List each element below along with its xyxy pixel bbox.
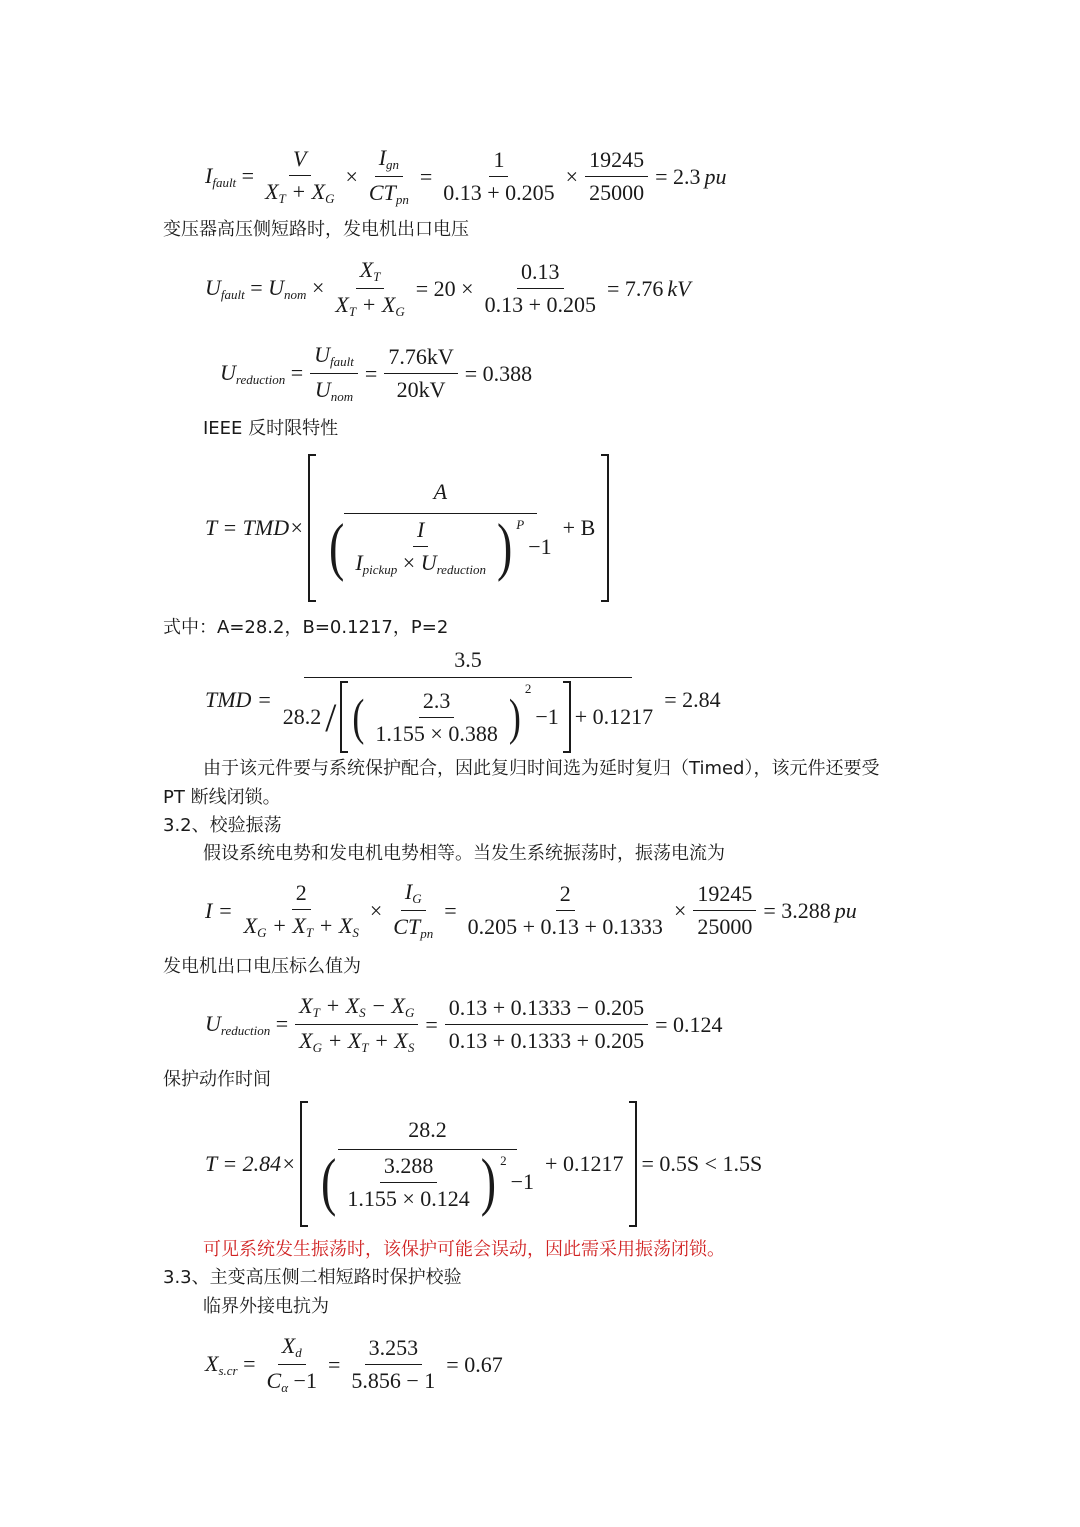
fraction: 28.2 ( $\frac{3.288}{1.155 \times 0.124}$ ) $^2$ −1 xyxy=(321,1116,535,1217)
paragraph: 由于该元件要与系统保护配合，因此复归时间选为延时复归（Timed），该元件还要受 xyxy=(203,758,880,779)
fraction: $\frac{U_{fault}}{U_{nom}}$ xyxy=(310,342,358,405)
fraction: $\frac{X_T}{X_T + X_G}$ xyxy=(335,257,405,319)
highlight-paragraph: 可见系统发生振荡时，该保护可能会误动，因此需采用振荡闭锁。 xyxy=(203,1239,725,1260)
eq-subscript: fault xyxy=(212,174,237,190)
fraction: $\frac{I_G}{CT_{pn}}$ xyxy=(393,879,434,941)
equation-tmd: TMD = 3.5 28.2 / ( $\frac{2.3}{1.155 \times 0.388}$ ) $^2$ −1 + 0.1217 = 2.84 xyxy=(205,647,721,753)
fraction: $\frac{I_{gn}}{CT_{pn}}$ xyxy=(368,145,409,207)
fraction: $\frac{1}{0.13 + 0.205}$ xyxy=(443,147,555,205)
paragraph: 式中：A=28.2，B=0.1217，P=2 xyxy=(163,617,449,638)
equation-critical-reactance: $X_{s.cr}$ = $\frac{X_d}{C_\alpha -1}$ = $\frac{3.253}{5.856 - 1}$ = 0.67 xyxy=(205,1333,503,1395)
fraction: $\frac{3.253}{5.856 - 1}$ xyxy=(351,1335,436,1393)
paragraph: 假设系统电势和发电机电势相等。当发生系统振荡时，振荡电流为 xyxy=(203,843,725,864)
equation-fault-voltage: $U_{fault} = U_{nom}$ × $\frac{X_T}{X_T + X_G}$ = 20 × $\frac{0.13}{0.13 + 0.205}$ = 7.76 kV xyxy=(205,257,691,319)
fraction: $\frac{2}{X_G + X_T + X_S}$ xyxy=(243,880,359,940)
equation-swing-voltage: $U_{reduction}$ = $\frac{X_T + X_S - X_G}{X_G + X_T + X_S}$ = $\frac{0.13 + 0.1333 - 0.205}{0.13 + 0.1333 + 0.205}$ = 0.124 xyxy=(205,993,723,1055)
fraction: $\frac{2}{0.205 + 0.13 + 0.1333}$ xyxy=(467,881,663,939)
eq-result: = 3.288 xyxy=(763,897,831,923)
fraction: $\frac{19245}{25000}$ xyxy=(585,147,648,206)
equation-ieee-inverse: T = TMD× A ( $\frac{I}{I_{pickup} \times U_{reduction}}$ ) $^P$ −1 + B xyxy=(205,453,609,603)
eq-result: = 0.388 xyxy=(464,360,533,386)
fraction: $\frac{X_d}{C_\alpha -1}$ xyxy=(266,1333,317,1395)
eq-result: = 0.5S < 1.5S xyxy=(641,1151,763,1176)
fraction: $\frac{19245}{25000}$ xyxy=(693,881,756,940)
fraction: $\frac{7.76kV}{20kV}$ xyxy=(384,344,457,403)
equation-swing-current: I = $\frac{2}{X_G + X_T + X_S}$ × $\frac{I_G}{CT_{pn}}$ = $\frac{2}{0.205 + 0.13 + 0.1333}$ × $\frac{19245}{25000}$ = 3.288 pu xyxy=(205,879,857,941)
paragraph: PT 断线闭锁。 xyxy=(163,787,281,808)
fraction: 3.5 28.2 / ( $\frac{2.3}{1.155 \times 0.388}$ ) $^2$ −1 + 0.1217 xyxy=(279,647,657,753)
eq-result: = 0.124 xyxy=(655,1011,723,1037)
fraction: A ( $\frac{I}{I_{pickup} \times U_{reduction}}$ ) $^P$ −1 xyxy=(328,478,552,582)
eq-result: = 2.84 xyxy=(664,687,721,712)
paragraph: IEEE 反时限特性 xyxy=(203,418,339,439)
paragraph: 保护动作时间 xyxy=(163,1069,271,1090)
paragraph: 变压器高压侧短路时，发电机出口电压 xyxy=(163,219,469,240)
fraction: $\frac{X_T + X_S - X_G}{X_G + X_T + X_S}$ xyxy=(295,993,418,1056)
eq-result: = 7.76 xyxy=(606,275,664,301)
section-heading: 3.3、主变高压侧二相短路时保护校验 xyxy=(163,1267,462,1288)
fraction: $\frac{0.13 + 0.1333 - 0.205}{0.13 + 0.1333 + 0.205}$ xyxy=(445,995,648,1054)
eq-result: = 0.67 xyxy=(446,1351,503,1377)
equation-fault-current: $I_{fault}$ = $\frac{V}{X_T + X_G}$ × $\frac{I_{gn}}{CT_{pn}}$ = $\frac{1}{0.13 + 0.205}$ × $\frac{19245}{25000}$ = 2.3 pu xyxy=(205,145,727,207)
eq-result: = 2.3 xyxy=(655,163,701,189)
equation-voltage-reduction: $U_{reduction}$ = $\frac{U_{fault}}{U_{nom}}$ = $\frac{7.76kV}{20kV}$ = 0.388 xyxy=(220,342,533,404)
fraction: $\frac{0.13}{0.13 + 0.205}$ xyxy=(484,259,596,317)
paragraph: 临界外接电抗为 xyxy=(203,1296,329,1317)
paragraph: 发电机出口电压标么值为 xyxy=(163,956,361,977)
fraction: $\frac{V}{X_T + X_G}$ xyxy=(265,146,335,206)
section-heading: 3.2、校验振荡 xyxy=(163,815,282,836)
equation-operate-time: T = 2.84× 28.2 ( $\frac{3.288}{1.155 \times 0.124}$ ) $^2$ −1 + 0.1217 = 0.5S < 1.5S xyxy=(205,1100,762,1228)
eq-symbol: I xyxy=(205,162,213,188)
